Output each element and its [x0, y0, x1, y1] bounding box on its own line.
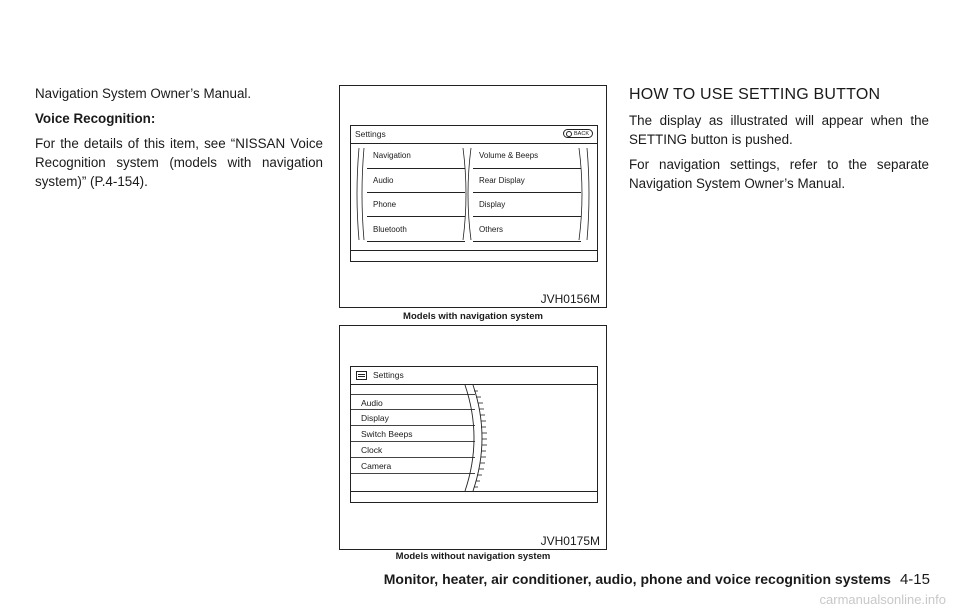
paragraph-line: For the details of this item, see “NISSAN Voice	[35, 136, 323, 151]
paragraph-continuation: Navigation System Owner’s Manual.	[35, 86, 252, 101]
screen-title: Settings	[373, 370, 404, 380]
section-heading-setting-button: HOW TO USE SETTING BUTTON	[629, 86, 881, 103]
figure-without-navigation	[339, 325, 607, 550]
list-item-switch-beeps: Switch Beeps	[351, 426, 475, 442]
paragraph-line: system)” (P.4-154).	[35, 174, 148, 189]
paragraph-line: SETTING button is pushed.	[629, 132, 793, 147]
paragraph-line: The display as illustrated will appear when the	[629, 113, 929, 128]
section-heading-voice-recognition: Voice Recognition:	[35, 111, 156, 126]
list-item-clock: Clock	[351, 442, 475, 458]
back-label: BACK	[574, 131, 589, 137]
bottom-divider	[351, 491, 597, 492]
menu-button-audio: Audio	[367, 168, 465, 192]
menu-button-bluetooth: Bluetooth	[367, 216, 465, 242]
page-footer	[384, 571, 930, 588]
footer-section-title: Monitor, heater, air conditioner, audio, phone and voice recognition systems	[383, 571, 891, 587]
menu-button-navigation: Navigation	[373, 151, 411, 160]
page-number: 4-15	[899, 571, 930, 588]
figure-with-navigation	[339, 85, 607, 308]
figure-code: JVH0175M	[540, 534, 600, 548]
menu-button-display: Display	[473, 192, 581, 216]
watermark: carmanualsonline.info	[819, 592, 946, 607]
back-arrow-icon	[566, 131, 572, 137]
paragraph-line: For navigation settings, refer to the separate	[629, 157, 929, 172]
bottom-divider	[351, 250, 597, 251]
scroll-knob-graphic	[461, 383, 501, 493]
figure-caption: Models without navigation system	[395, 551, 551, 562]
screen-title: Settings	[355, 129, 386, 139]
figure-caption: Models with navigation system	[403, 311, 543, 322]
right-column	[629, 86, 929, 193]
settings-screen-nav	[350, 125, 598, 262]
menu-button-rear-display: Rear Display	[473, 168, 581, 192]
settings-screen-no-nav	[350, 366, 598, 503]
menu-button-volume-beeps: Volume & Beeps	[479, 151, 539, 160]
settings-icon	[356, 371, 367, 380]
menu-button-phone: Phone	[367, 192, 465, 216]
list-item-audio: Audio	[351, 394, 475, 410]
menu-button-others: Others	[473, 216, 581, 242]
figure-code: JVH0156M	[540, 292, 600, 306]
back-button	[563, 129, 593, 138]
left-column	[35, 84, 323, 191]
list-item-camera: Camera	[351, 458, 475, 474]
paragraph-line: Navigation System Owner’s Manual.	[629, 176, 846, 191]
paragraph-line: Recognition system (models with navigation	[35, 155, 323, 170]
list-item-display: Display	[351, 410, 475, 426]
